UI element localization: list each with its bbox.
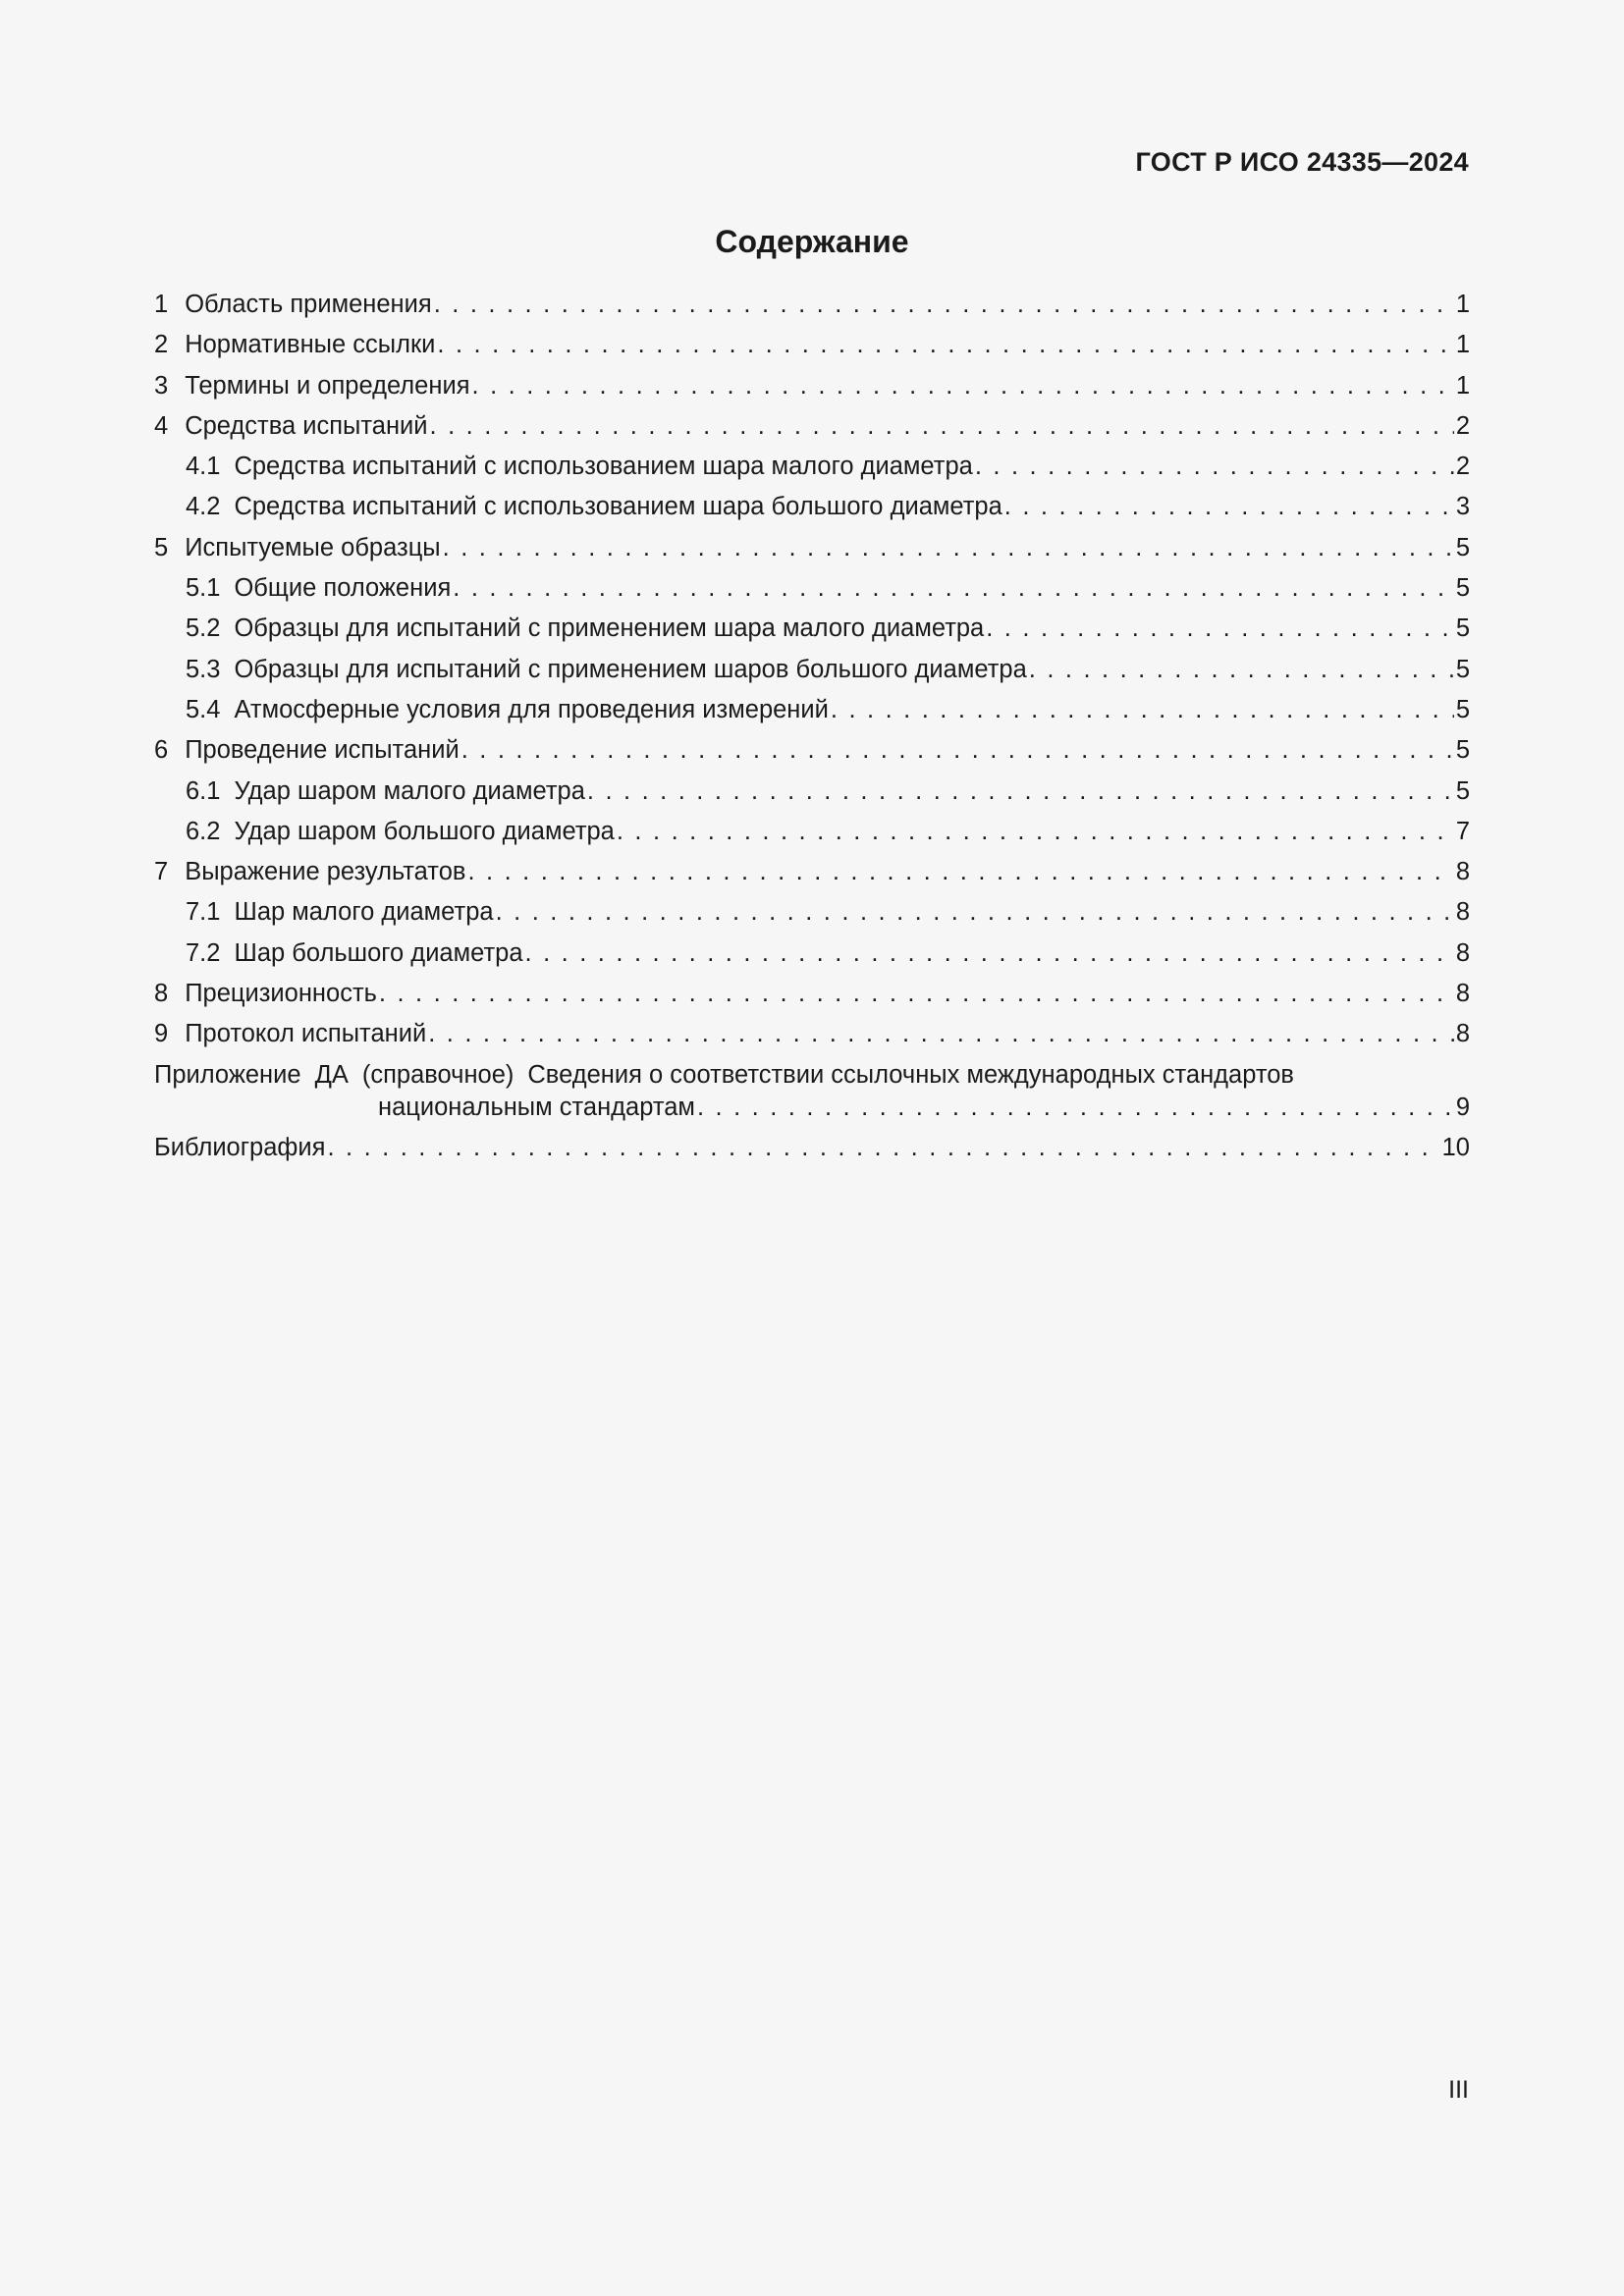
annex-label: Приложение <box>154 1060 301 1089</box>
dot-leader <box>461 730 1454 771</box>
toc-entry[interactable] <box>154 568 1470 609</box>
dot-leader <box>1029 650 1454 690</box>
toc-entry[interactable] <box>154 609 1470 649</box>
toc-entry-title: Шар большого диаметра <box>234 938 523 967</box>
dot-leader <box>831 690 1454 730</box>
annex-title-line2: национальным стандартам <box>378 1093 695 1121</box>
toc-entry[interactable] <box>154 650 1470 690</box>
toc-entry-page: 1 <box>1455 371 1470 400</box>
dot-leader <box>472 366 1454 406</box>
toc-entry-title: Средства испытаний <box>185 411 428 440</box>
toc-entry-title: Нормативные ссылки <box>185 331 436 359</box>
toc-entry[interactable] <box>154 690 1470 730</box>
toc-entry-title: Образцы для испытаний с применением шаров большого диаметра <box>234 655 1027 683</box>
toc-entry[interactable] <box>154 406 1470 447</box>
toc-entry-page: 8 <box>1455 980 1470 1008</box>
toc-entry-page: 8 <box>1455 858 1470 886</box>
toc-entry-title: Испытуемые образцы <box>185 533 441 561</box>
dot-leader <box>434 285 1454 325</box>
toc-entry-number: 4.2 <box>186 493 221 521</box>
toc-entry-number: 5.2 <box>186 614 221 643</box>
toc-entry[interactable] <box>154 285 1470 325</box>
annex-code: ДА <box>314 1060 349 1089</box>
dot-leader <box>975 447 1454 487</box>
dot-leader <box>617 812 1454 852</box>
toc-entry-number: 5.3 <box>186 655 221 683</box>
toc-entry-title: Средства испытаний с использованием шара малого диаметра <box>234 453 973 481</box>
toc-entry-title: Образцы для испытаний с применением шара малого диаметра <box>234 614 985 643</box>
toc-entry-page: 8 <box>1455 1020 1470 1048</box>
bibliography-page: 10 <box>1441 1133 1470 1161</box>
page-number: III <box>1448 2076 1469 2104</box>
toc-entry-number: 5 <box>154 533 169 561</box>
toc-entry-title: Выражение результатов <box>185 858 466 886</box>
toc-entry-page: 2 <box>1455 411 1470 440</box>
toc-entry-title: Средства испытаний с использованием шара большого диаметра <box>234 493 1002 521</box>
toc-entry-page: 8 <box>1455 898 1470 927</box>
toc-entry[interactable] <box>154 892 1470 933</box>
toc-entry-number: 1 <box>154 291 169 318</box>
toc-entry-number: 6.2 <box>186 817 221 845</box>
toc-entry-title: Прецизионность <box>185 980 377 1008</box>
toc-entry-annex[interactable] <box>154 1055 1470 1124</box>
toc-entry-number: 3 <box>154 371 169 400</box>
dot-leader <box>453 568 1454 609</box>
toc-entry-number: 7.2 <box>186 938 221 967</box>
toc-entry[interactable] <box>154 447 1470 487</box>
toc-entry[interactable] <box>154 487 1470 527</box>
annex-page: 9 <box>1455 1093 1470 1121</box>
dot-leader <box>697 1092 1454 1124</box>
toc-entry-page: 5 <box>1455 695 1470 723</box>
toc-entry-number: 8 <box>154 980 169 1008</box>
toc-entry[interactable] <box>154 1014 1470 1054</box>
dot-leader <box>428 1014 1454 1054</box>
toc-entry-number: 5.1 <box>186 574 221 603</box>
toc-entry-page: 8 <box>1455 938 1470 967</box>
toc-entry[interactable] <box>154 366 1470 406</box>
toc-entry[interactable] <box>154 812 1470 852</box>
toc-entry-page: 2 <box>1455 453 1470 481</box>
toc-entry[interactable] <box>154 528 1470 568</box>
annex-type: (справочное) <box>361 1060 514 1089</box>
toc-entry[interactable] <box>154 934 1470 974</box>
dot-leader <box>587 772 1454 812</box>
dot-leader <box>327 1128 1439 1168</box>
toc-entry-title: Протокол испытаний <box>185 1020 427 1048</box>
toc-entry-number: 5.4 <box>186 695 221 723</box>
toc-entry-page: 1 <box>1455 331 1470 359</box>
bibliography-title: Библиография <box>154 1133 326 1161</box>
toc-entry-title: Удар шаром малого диаметра <box>234 776 585 805</box>
toc-entry-title: Удар шаром большого диаметра <box>234 817 615 845</box>
toc-entry-title: Термины и определения <box>185 371 470 400</box>
toc-entry-number: 7 <box>154 858 169 886</box>
dot-leader <box>437 325 1453 365</box>
toc-entry[interactable] <box>154 730 1470 771</box>
toc-entry-page: 3 <box>1455 493 1470 521</box>
toc-title: Содержание <box>715 224 909 259</box>
toc-entry-page: 7 <box>1455 817 1470 845</box>
toc-entry-number: 7.1 <box>186 898 221 927</box>
toc-entry-title: Атмосферные условия для проведения измерений <box>234 695 829 723</box>
toc-entry-bibliography[interactable] <box>154 1128 1470 1168</box>
toc-entry-title: Шар малого диаметра <box>234 898 494 927</box>
toc-entry-title: Проведение испытаний <box>185 736 460 765</box>
dot-leader <box>496 892 1454 933</box>
toc-entry-page: 5 <box>1455 655 1470 683</box>
dot-leader <box>443 528 1454 568</box>
toc-entry[interactable] <box>154 974 1470 1014</box>
toc-entry-title: Общие положения <box>234 574 452 603</box>
toc-entry[interactable] <box>154 325 1470 365</box>
dot-leader <box>467 852 1453 892</box>
toc-entry-number: 6.1 <box>186 776 221 805</box>
toc-entry-number: 2 <box>154 331 169 359</box>
toc-entry-page: 1 <box>1455 291 1470 318</box>
toc-entry-number: 4.1 <box>186 453 221 481</box>
dot-leader <box>986 609 1454 649</box>
dot-leader <box>379 974 1454 1014</box>
toc-entry-page: 5 <box>1455 736 1470 765</box>
dot-leader <box>430 406 1454 447</box>
table-of-contents <box>154 285 1470 1168</box>
dot-leader <box>525 934 1454 974</box>
toc-entry-number: 9 <box>154 1020 169 1048</box>
toc-entry-page: 5 <box>1455 614 1470 643</box>
toc-entry[interactable] <box>154 772 1470 812</box>
toc-entry-page: 5 <box>1455 533 1470 561</box>
toc-entry-number: 4 <box>154 411 169 440</box>
dot-leader <box>1004 487 1454 527</box>
toc-entry-number: 6 <box>154 736 169 765</box>
toc-entry-page: 5 <box>1455 574 1470 603</box>
document-code: ГОСТ Р ИСО 24335—2024 <box>1135 147 1469 177</box>
toc-entry-title: Область применения <box>185 291 432 318</box>
toc-entry[interactable] <box>154 852 1470 892</box>
annex-title-line1: Сведения о соответствии ссылочных международных стандартов <box>527 1060 1294 1089</box>
toc-entry-page: 5 <box>1455 776 1470 805</box>
